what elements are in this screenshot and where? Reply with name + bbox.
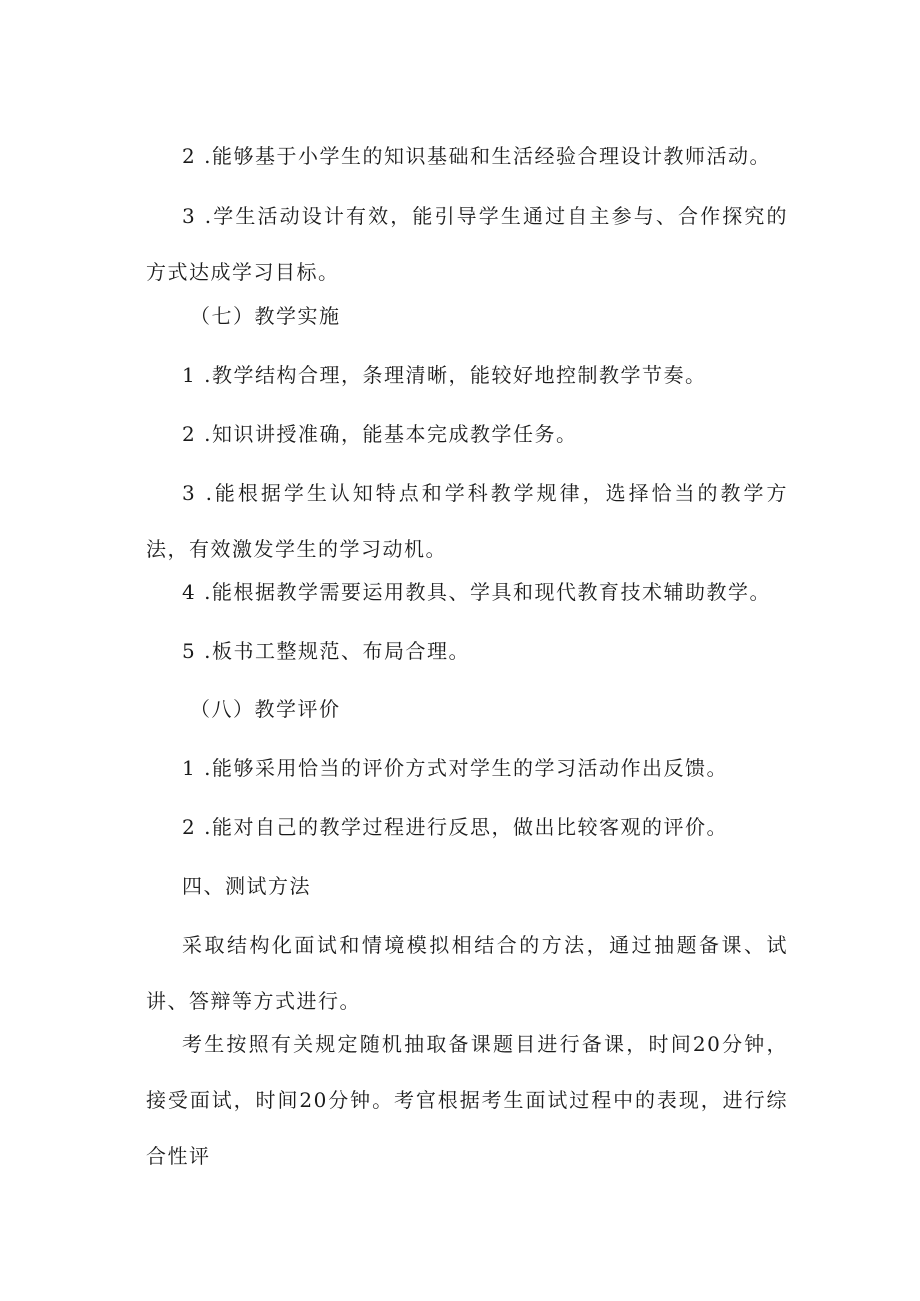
test-procedure-paragraph: 考生按照有关规定随机抽取备课题目进行备课，时间20分钟，接受面试，时间20分钟。考官根据考生面试过程中的表现，进行综合性评 [146,1032,788,1168]
criterion-2-teacher-activity: 2 .能够基于小学生的知识基础和生活经验合理设计教师活动。 [182,144,771,168]
criterion-2-knowledge: 2 .知识讲授准确，能基本完成教学任务。 [182,422,578,446]
section-heading-test-method: 四、测试方法 [182,874,311,898]
criterion-5-blackboard: 5 .板书工整规范、布局合理。 [182,639,470,663]
section-heading-teaching-evaluation: （八）教学评价 [190,697,341,721]
criterion-1-feedback: 1 .能够采用恰当的评价方式对学生的学习活动作出反馈。 [182,756,728,780]
criterion-3-methods: 3 .能根据学生认知特点和学科教学规律，选择恰当的教学方法，有效激发学生的学习动机。 [146,481,788,561]
criterion-2-reflection: 2 .能对自己的教学过程进行反思，做出比较客观的评价。 [182,815,728,839]
criterion-3-student-activity: 3 .学生活动设计有效，能引导学生通过自主参与、合作探究的方式达成学习目标。 [146,204,788,284]
test-method-paragraph: 采取结构化面试和情境模拟相结合的方法，通过抽题备课、试讲、答辩等方式进行。 [146,933,788,1013]
section-heading-teaching-implementation: （七）教学实施 [190,304,341,328]
criterion-4-teaching-aids: 4 .能根据教学需要运用教具、学具和现代教育技术辅助教学。 [182,580,771,604]
criterion-1-structure: 1 .教学结构合理，条理清晰，能较好地控制教学节奏。 [182,363,707,387]
